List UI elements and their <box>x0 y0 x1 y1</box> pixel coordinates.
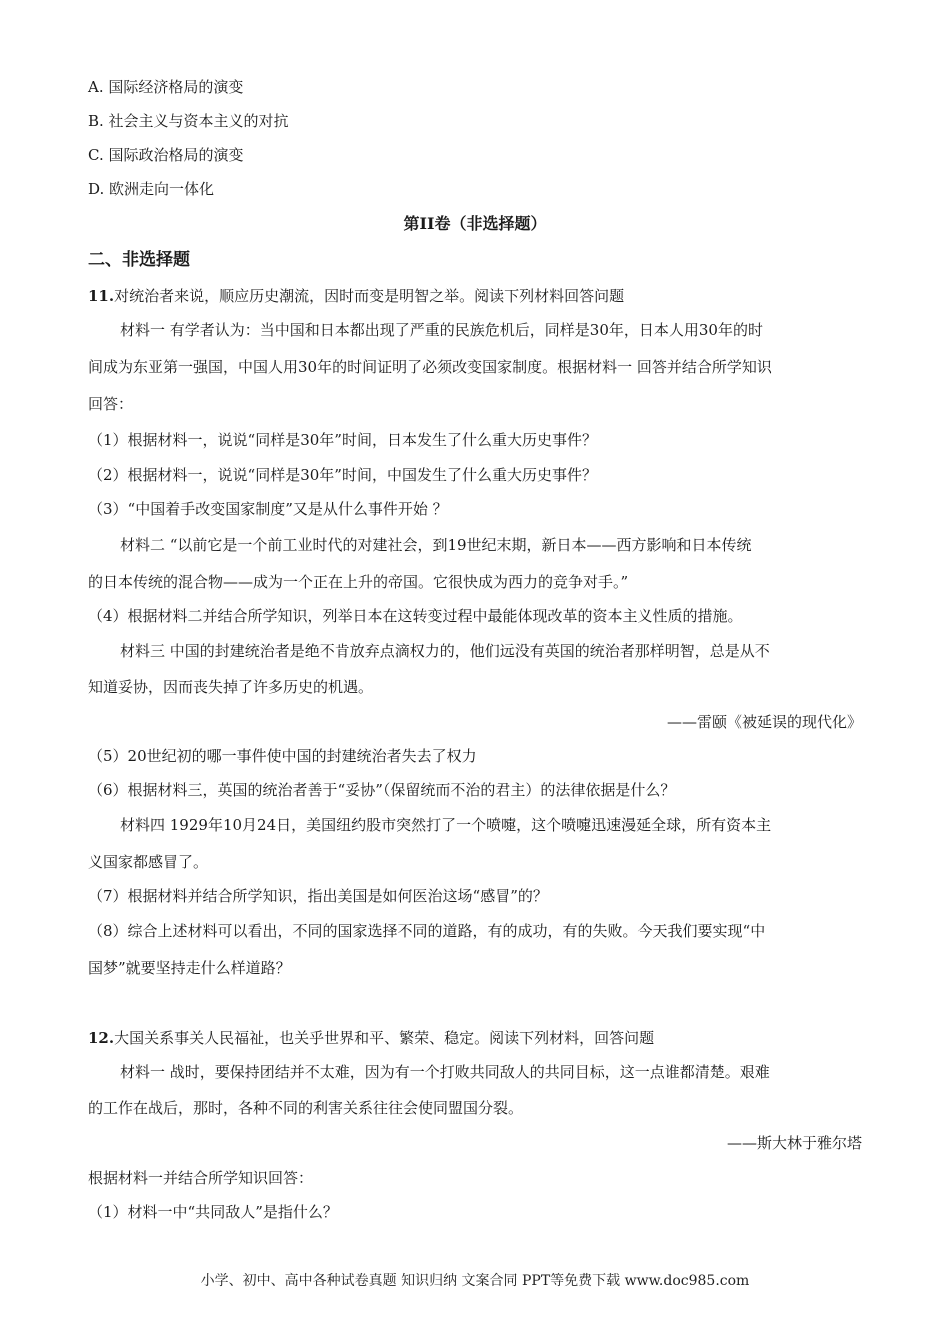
option-d: D. 欧洲走向一体化 <box>88 180 215 198</box>
option-c: C. 国际政治格局的演变 <box>88 146 244 164</box>
q12-prompt: 根据材料一并结合所学知识回答： <box>88 1169 314 1187</box>
q11-material-1-line-1: 材料一 有学者认为：当中国和日本都出现了严重的民族危机后，同样是30年，日本人用30年的时 <box>120 321 763 339</box>
option-b: B. 社会主义与资本主义的对抗 <box>88 112 289 130</box>
section-title: 二、非选择题 <box>88 250 190 270</box>
q12-material-1-source: ——斯大林于雅尔塔 <box>726 1134 862 1152</box>
q12-material-1-line-1: 材料一 战时，要保持团结并不太难，因为有一个打败共同敌人的共同目标，这一点谁都清楚。艰难 <box>120 1063 770 1081</box>
q11-sub-2: （2）根据材料一，说说“同样是30年”时间，中国发生了什么重大历史事件？ <box>88 466 597 484</box>
q11-material-3-line-1: 材料三 中国的封建统治者是绝不肯放弃点滴权力的，他们远没有英国的统治者那样明智，总是从不 <box>120 642 770 660</box>
q11-material-3-line-2: 知道妥协，因而丧失掉了许多历史的机遇。 <box>88 678 374 696</box>
q11-material-1-line-3: 回答： <box>88 395 134 413</box>
q11-sub-6: （6）根据材料三，英国的统治者善于“妥协”（保留统而不治的君主）的法律依据是什么？ <box>88 781 676 799</box>
question-11-text: 对统治者来说，顺应历史潮流，因时而变是明智之举。阅读下列材料回答问题 <box>114 287 625 305</box>
q11-material-4-line-1: 材料四 1929年10月24日，美国纽约股市突然打了一个喷嚏，这个喷嚏迅速漫延全球，所有资本主 <box>120 816 772 834</box>
q12-material-1-line-2: 的工作在战后，那时，各种不同的利害关系往往会使同盟国分裂。 <box>88 1099 524 1117</box>
question-12-text: 大国关系事关人民福祉，也关乎世界和平、繁荣、稳定。阅读下列材料，回答问题 <box>114 1029 655 1047</box>
q11-sub-8-line-2: 国梦”就要坚持走什么样道路？ <box>88 959 291 977</box>
q11-material-3-source: ——雷颐《被延误的现代化》 <box>666 713 862 731</box>
option-a: A. 国际经济格局的演变 <box>88 78 244 96</box>
part-title: 第II卷（非选择题） <box>403 214 547 233</box>
question-11-number: 11. <box>88 287 115 305</box>
q11-material-1-line-2: 间成为东亚第一强国，中国人用30年的时间证明了必须改变国家制度。根据材料一 回答并结合所学知识 <box>88 358 772 376</box>
page-footer: 小学、初中、高中各种试卷真题 知识归纳 文案合同 PPT等免费下载 www.doc985.com <box>200 1273 750 1289</box>
q11-material-2-line-2: 的日本传统的混合物——成为一个正在上升的帝国。它很快成为西力的竞争对手。” <box>88 573 629 591</box>
q11-sub-1: （1）根据材料一，说说“同样是30年”时间，日本发生了什么重大历史事件？ <box>88 431 597 449</box>
q11-material-2-line-1: 材料二 “以前它是一个前工业时代的对建社会，到19世纪末期，新日本——西方影响和日本传统 <box>120 536 752 554</box>
q11-sub-4: （4）根据材料二并结合所学知识，列举日本在这转变过程中最能体现改革的资本主义性质的措施。 <box>88 607 743 625</box>
question-12-number: 12. <box>88 1029 115 1047</box>
q12-sub-1: （1）材料一中“共同敌人”是指什么？ <box>88 1203 338 1221</box>
q11-sub-7: （7）根据材料并结合所学知识，指出美国是如何医治这场“感冒”的？ <box>88 887 548 905</box>
question-12-stem <box>88 1028 654 1048</box>
q11-sub-5: （5）20世纪初的哪一事件使中国的封建统治者失去了权力 <box>88 747 477 765</box>
question-11-stem <box>88 286 624 306</box>
q11-sub-8-line-1: （8）综合上述材料可以看出，不同的国家选择不同的道路，有的成功，有的失败。今天我们要实现“中 <box>88 922 766 940</box>
q11-material-4-line-2: 义国家都感冒了。 <box>88 853 209 871</box>
q11-sub-3: （3）“中国着手改变国家制度”又是从什么事件开始 ？ <box>88 500 448 518</box>
